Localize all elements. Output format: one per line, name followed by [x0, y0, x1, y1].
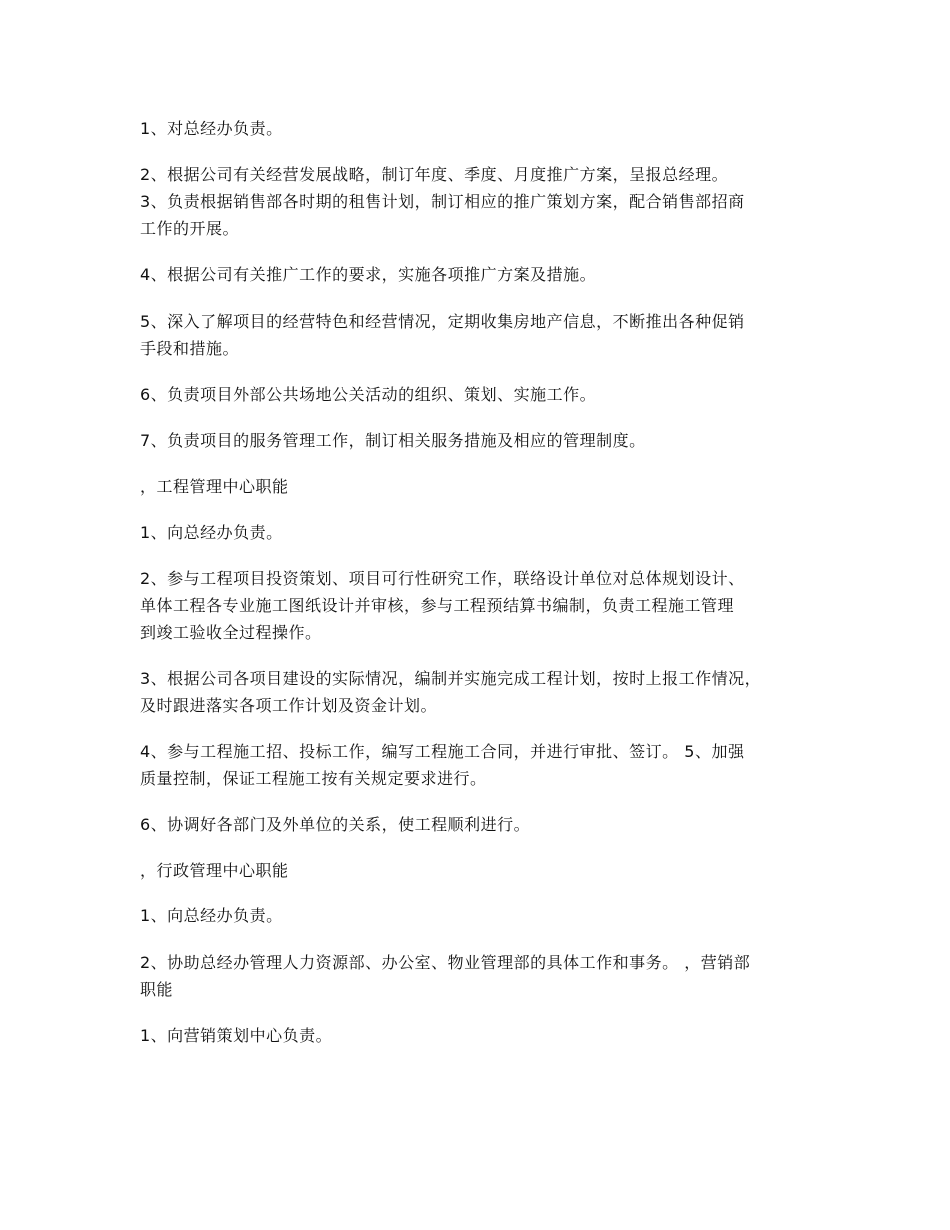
section-heading: ，行政管理中心职能: [140, 861, 289, 880]
text-line: 2、参与工程项目投资策划、项目可行性研究工作，联络设计单位对总体规划设计、: [140, 569, 745, 588]
text-line: 4、根据公司有关推广工作的要求，实施各项推广方案及措施。: [140, 265, 597, 284]
text-line: 单体工程各专业施工图纸设计并审核，参与工程预结算书编制，负责工程施工管理: [140, 596, 735, 615]
text-line: 6、负责项目外部公共场地公关活动的组织、策划、实施工作。: [140, 385, 597, 404]
text-line: 1、向总经办负责。: [140, 906, 283, 925]
text-line: 1、向营销策划中心负责。: [140, 1026, 333, 1045]
text-line: 7、负责项目的服务管理工作，制订相关服务措施及相应的管理制度。: [140, 431, 646, 450]
text-line: 1、对总经办负责。: [140, 119, 283, 138]
text-line: 3、根据公司各项目建设的实际情况，编制并实施完成工程计划，按时上报工作情况，: [140, 669, 762, 688]
text-line: 手段和措施。: [140, 339, 240, 358]
text-line: 到竣工验收全过程操作。: [140, 623, 322, 642]
text-line: 质量控制，保证工程施工按有关规定要求进行。: [140, 769, 487, 788]
text-line: 1、向总经办负责。: [140, 523, 283, 542]
section-heading: ，工程管理中心职能: [140, 477, 289, 496]
text-line: 及时跟进落实各项工作计划及资金计划。: [140, 696, 438, 715]
text-line: 4、参与工程施工招、投标工作，编写工程施工合同，并进行审批、签订。 5、加强: [140, 742, 745, 761]
text-line: 2、协助总经办管理人力资源部、办公室、物业管理部的具体工作和事务。 ，营销部: [140, 953, 751, 972]
text-line: 3、负责根据销售部各时期的租售计划，制订相应的推广策划方案，配合销售部招商: [140, 192, 745, 211]
text-line: 6、协调好各部门及外单位的关系，使工程顺利进行。: [140, 815, 531, 834]
text-line: 职能: [140, 980, 174, 999]
text-line: 5、深入了解项目的经营特色和经营情况，定期收集房地产信息，不断推出各种促销: [140, 312, 745, 331]
text-line: 工作的开展。: [140, 219, 240, 238]
text-line: 2、根据公司有关经营发展战略，制订年度、季度、月度推广方案，呈报总经理。: [140, 165, 729, 184]
